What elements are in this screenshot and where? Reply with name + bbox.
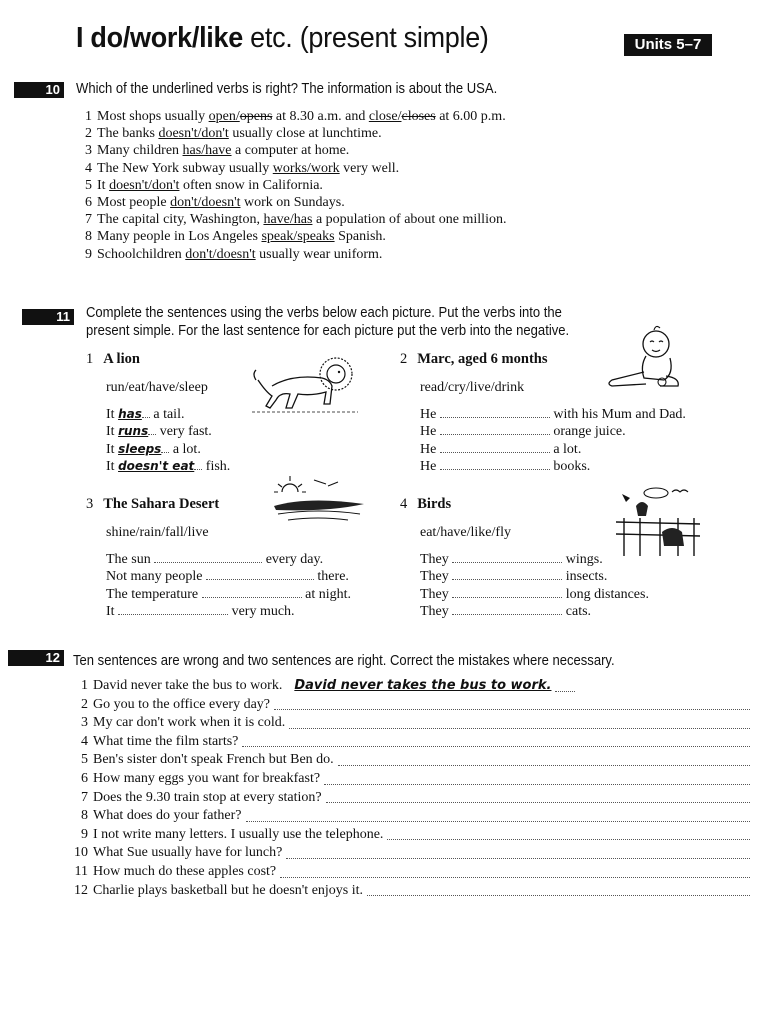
item-number: 9 (85, 246, 92, 262)
exercise-12-item (70, 807, 750, 826)
sentence-line (106, 568, 396, 586)
answer-blank[interactable] (148, 424, 156, 435)
sentence-text: Does the 9.30 train stop at every station? (93, 789, 322, 805)
answer-blank[interactable] (452, 604, 562, 615)
sentence-end: wings. (565, 551, 603, 567)
answer-blank[interactable] (286, 858, 750, 859)
answer-blank[interactable] (452, 552, 562, 563)
sentence-line (420, 423, 730, 441)
answer-blank[interactable] (440, 442, 550, 453)
baby-illustration (604, 322, 688, 392)
exercise-12-item (70, 714, 750, 733)
answer-blank[interactable] (289, 728, 750, 729)
verb-choice[interactable]: closes (401, 109, 436, 124)
answer-blank[interactable] (440, 424, 550, 435)
sentence-text: How much do these apples cost? (93, 863, 277, 879)
exercise-12-item (70, 770, 750, 789)
sentence-start: They (420, 586, 449, 602)
sentence-text: at 6.00 p.m. (435, 109, 506, 124)
sentence-text: Charlie plays basketball but he doesn't enjoys it. (93, 882, 364, 898)
sentence-end: at night. (305, 586, 352, 602)
sentence-text: What time the film starts? (93, 733, 239, 749)
answer-blank[interactable] (326, 802, 750, 803)
answer-blank[interactable] (246, 821, 751, 822)
sentence-start: Not many people (106, 569, 203, 584)
answer-blank[interactable] (161, 442, 169, 453)
sentence-text: Ben's sister don't speak French but Ben do. (93, 752, 334, 768)
exercise-11-instruction-line2: present simple. For the last sentence for each picture put the verb into the negative. (86, 323, 570, 339)
item-number: 2 (81, 696, 88, 712)
answer-blank[interactable] (274, 709, 750, 710)
exercise-10-item (74, 108, 506, 125)
sentence-text: The capital city, Washington, (97, 212, 264, 228)
item-number: 10 (74, 845, 88, 861)
verb-list: read/cry/live/drink (420, 380, 525, 395)
sentence-start: They (420, 569, 449, 584)
answer-blank[interactable] (280, 877, 750, 878)
sentence-line (106, 441, 376, 459)
handwritten-answer: runs (118, 424, 149, 438)
sentence-text: What does do your father? (93, 808, 242, 824)
sentence-start: It (106, 459, 115, 474)
exercise-11-number: 11 (22, 309, 74, 325)
exercise-11-instruction-line1: Complete the sentences using the verbs below each picture. Put the verbs into the (86, 305, 562, 321)
handwritten-answer: David never takes the bus to work. (294, 678, 552, 693)
picture-number: 1 (86, 351, 94, 367)
sentence-text: I not write many letters. I usually use the telephone. (93, 826, 384, 842)
exercise-12-instruction: Ten sentences are wrong and two sentences are right. Correct the mistakes where necessary. (73, 653, 615, 669)
verb-choice[interactable]: open/ (208, 109, 240, 124)
answer-blank[interactable] (338, 765, 750, 766)
picture-title-text: A lion (103, 351, 140, 367)
sentence-lines (106, 406, 376, 476)
sentence-start: He (420, 459, 437, 474)
exercise-12-number: 12 (8, 650, 64, 666)
sentence-end: a tail. (153, 406, 185, 422)
exercise-12-list (70, 677, 750, 900)
exercise-10-item (74, 211, 506, 228)
sentence-end: insects. (565, 569, 608, 584)
item-number: 6 (81, 770, 88, 786)
exercise-10-number: 10 (14, 82, 64, 98)
answer-blank[interactable] (367, 895, 750, 896)
sentence-text: Most shops usually (97, 109, 209, 124)
sentence-end: every day. (265, 551, 324, 567)
sentence-end: fish. (205, 459, 231, 474)
verb-choice[interactable]: don't/doesn't (185, 246, 256, 262)
handwritten-answer: sleeps (118, 441, 162, 456)
sentence-start: He (420, 441, 437, 457)
exercise-12-item (70, 789, 750, 808)
sentence-text: It (97, 177, 110, 193)
sentence-lines (420, 406, 730, 476)
exercise-10-instruction: Which of the underlined verbs is right? The information is about the USA. (76, 81, 498, 97)
sentence-start: The sun (106, 551, 151, 567)
sentence-start: It (106, 406, 115, 422)
sentence-line (420, 441, 730, 459)
sentence-start: He (420, 424, 437, 439)
picture-title-text: The Sahara Desert (103, 496, 220, 512)
answer-blank[interactable] (242, 746, 750, 747)
verb-list: run/eat/have/sleep (106, 380, 208, 395)
picture-number: 2 (400, 351, 408, 367)
sentence-end: with his Mum and Dad. (553, 406, 686, 422)
answer-blank[interactable] (154, 552, 262, 563)
sentence-text: Many people in Los Angeles (97, 229, 262, 245)
sentence-text: The banks (97, 126, 159, 142)
sentence-end: a lot. (553, 441, 582, 457)
verb-choice[interactable]: has/have (182, 143, 232, 159)
exercise-10-list (74, 108, 506, 263)
item-number: 8 (81, 808, 88, 824)
sentence-end: a lot. (172, 441, 201, 457)
sentence-text: Spanish. (334, 229, 386, 245)
item-number: 1 (85, 109, 92, 124)
sentence-start: The temperature (106, 586, 199, 602)
item-number: 5 (85, 177, 92, 193)
sentence-text: What Sue usually have for lunch? (93, 845, 283, 861)
sentence-end: orange juice. (553, 424, 626, 439)
sentence-end: very fast. (159, 424, 212, 439)
page-title (76, 22, 489, 55)
units-badge: Units 5–7 (624, 34, 712, 56)
sentence-text: David never take the bus to work. (93, 678, 283, 693)
picture-title-text: Marc, aged 6 months (417, 351, 548, 367)
item-number: 3 (85, 143, 92, 159)
verb-choice[interactable]: close/ (368, 109, 402, 124)
item-number: 11 (74, 863, 88, 879)
answer-blank[interactable] (142, 407, 150, 418)
exercise-12-item (70, 826, 750, 845)
sentence-line (106, 423, 376, 441)
verb-choice[interactable]: have/has (263, 212, 313, 228)
item-number: 1 (81, 678, 88, 693)
sentence-end: there. (317, 569, 349, 584)
sentence-line (106, 586, 396, 604)
sentence-text: Go you to the office every day? (93, 696, 271, 712)
exercise-12-item (70, 677, 750, 696)
sentence-text: usually wear uniform. (255, 246, 383, 262)
sentence-line (420, 586, 730, 604)
exercise-10-item (74, 177, 506, 194)
sentence-text: My car don't work when it is cold. (93, 715, 286, 731)
sentence-line (106, 551, 396, 569)
sentence-text: Many children (97, 143, 183, 159)
item-number: 8 (85, 229, 92, 245)
answer-blank[interactable] (194, 459, 202, 470)
item-number: 2 (85, 126, 92, 142)
sentence-text: at 8.30 a.m. and (272, 109, 369, 124)
answer-blank[interactable] (118, 604, 228, 615)
item-number: 12 (74, 882, 88, 898)
exercise-10-item (74, 246, 506, 263)
answer-blank[interactable] (440, 407, 550, 418)
exercise-12-item (70, 882, 750, 901)
verb-choice[interactable]: works/work (272, 160, 340, 176)
item-number: 9 (81, 826, 88, 842)
answer-blank[interactable] (324, 784, 750, 785)
answer-blank[interactable] (387, 839, 750, 840)
item-number: 5 (81, 752, 88, 768)
picture-number: 4 (400, 496, 408, 512)
sentence-line (420, 568, 730, 586)
verb-list: shine/rain/fall/live (106, 525, 209, 540)
handwritten-answer: doesn't eat (118, 459, 195, 473)
birds-illustration (616, 484, 700, 564)
item-number: 3 (81, 715, 88, 731)
sentence-start: It (106, 424, 115, 439)
answer-blank[interactable] (202, 587, 302, 598)
sentence-lines (106, 551, 396, 621)
sentence-text: usually close at lunchtime. (228, 126, 382, 142)
handwritten-answer: has (118, 406, 142, 421)
item-number: 7 (85, 212, 92, 228)
sentence-end: cats. (565, 604, 592, 619)
answer-blank[interactable] (206, 569, 314, 580)
exercise-12-item (70, 733, 750, 752)
exercise-10-item (74, 194, 506, 211)
page-title-rest: etc. (present simple) (242, 22, 489, 54)
verb-choice[interactable]: don't/doesn't (170, 194, 241, 210)
answer-blank[interactable] (555, 691, 575, 692)
sentence-start: He (420, 406, 437, 422)
item-number: 4 (85, 160, 92, 176)
sentence-text: The New York subway usually (97, 160, 273, 176)
exercise-10-item (74, 142, 506, 159)
item-number: 7 (81, 789, 88, 805)
verb-choice[interactable]: doesn't/don't (158, 126, 229, 142)
lion-illustration (252, 356, 358, 416)
sentence-text: a population of about one million. (312, 212, 507, 228)
sentence-start: They (420, 551, 449, 567)
exercise-12-item (70, 863, 750, 882)
picture-number: 3 (86, 496, 94, 512)
exercise-12-item (70, 696, 750, 715)
answer-blank[interactable] (440, 459, 550, 470)
sentence-text: Most people (97, 194, 171, 210)
verb-list: eat/have/like/fly (420, 525, 511, 540)
sentence-line (106, 603, 396, 621)
exercise-12-item (70, 751, 750, 770)
answer-blank[interactable] (452, 569, 562, 580)
answer-blank[interactable] (452, 587, 562, 598)
verb-choice[interactable]: opens (239, 109, 273, 124)
picture-title-text: Birds (417, 496, 452, 512)
exercise-10-item (74, 160, 506, 177)
sentence-text: a computer at home. (231, 143, 350, 159)
sentence-end: very much. (231, 604, 295, 619)
sentence-text: work on Sundays. (240, 194, 345, 210)
item-number: 4 (81, 733, 88, 749)
sentence-line (420, 406, 730, 424)
sentence-end: books. (553, 459, 591, 474)
sentence-start: They (420, 604, 449, 619)
sentence-start: It (106, 441, 115, 457)
sentence-line (420, 603, 730, 621)
item-number: 6 (85, 194, 92, 210)
verb-choice[interactable]: speak/speaks (261, 229, 335, 245)
sentence-text: How many eggs you want for breakfast? (93, 770, 321, 786)
sentence-start: It (106, 604, 115, 619)
sentence-end: long distances. (565, 586, 649, 602)
page-title-bold: I do/work/like (76, 22, 243, 54)
sentence-line (420, 458, 730, 476)
desert-sun-illustration (268, 470, 372, 530)
exercise-12-item (70, 844, 750, 863)
sentence-text: Schoolchildren (97, 246, 186, 262)
exercise-10-item (74, 228, 506, 245)
verb-choice[interactable]: doesn't/don't (109, 177, 180, 193)
exercise-10-item (74, 125, 506, 142)
sentence-text: often snow in California. (179, 177, 323, 193)
sentence-text: very well. (339, 160, 400, 176)
